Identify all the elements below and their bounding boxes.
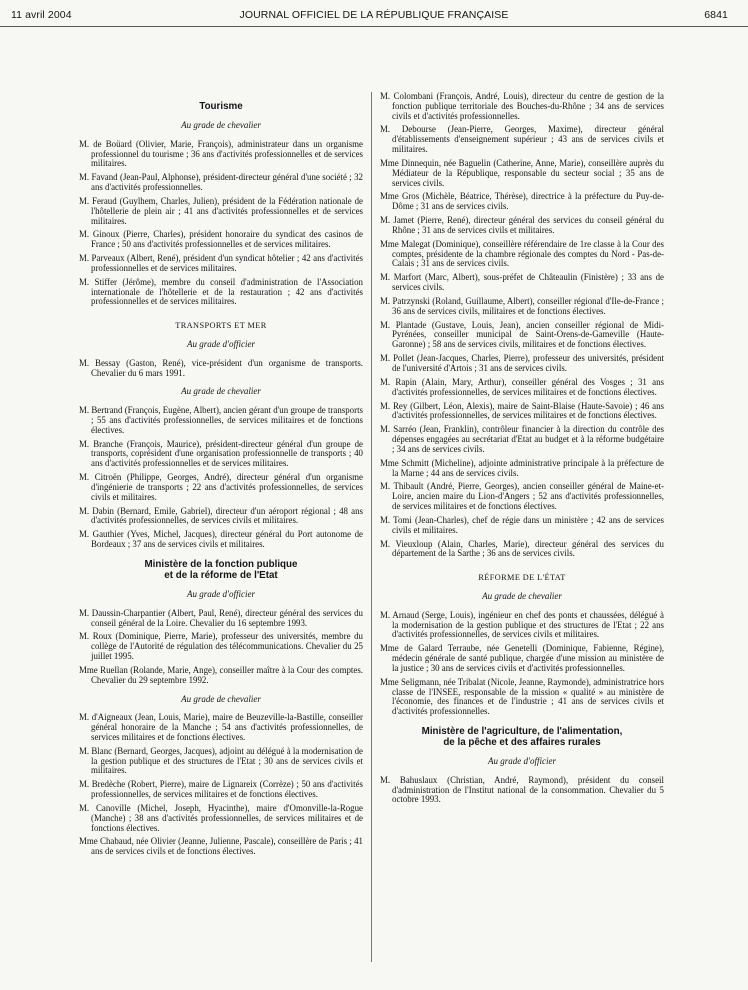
decoration-entry: M. Bessay (Gaston, René), vice-président d'un organisme de transports. Chevalier du 6 mars 1991. [79, 357, 363, 378]
decoration-entry: Mme Ruellan (Rolande, Marie, Ange), conseiller maître à la Cour des comptes. Chevalier du 29 septembre 1992. [79, 664, 363, 685]
ministry-heading: Ministère de l'agriculture, de l'alimentation, de la pêche et des affaires rurales [421, 725, 623, 748]
decoration-entry: M. Colombani (François, André, Louis), directeur du centre de gestion de la fonction publique territoriale des Bouches-du-Rhône ; 34 ans de services civils et d'activités professionnelles. [380, 91, 664, 121]
right-column [380, 92, 664, 809]
grade-heading: Au grade d'officier [187, 339, 255, 350]
section-heading: TRANSPORTS ET MER [175, 321, 267, 331]
ministry-heading: Ministère de la fonction publique et de la réforme de l'Etat [144, 558, 298, 581]
decoration-entry: M. Favand (Jean-Paul, Alphonse), président-directeur général d'une société ; 32 ans d'activités professionnelles. [79, 172, 363, 193]
grade-heading: Au grade d'officier [488, 755, 556, 766]
decoration-entry: M. Rey (Gilbert, Léon, Alexis), maire de Saint-Blaise (Haute-Savoie) ; 46 ans d'activités professionnelles, de services militaires et de fonctions électives. [380, 400, 664, 421]
decoration-entry: M. Bredèche (Robert, Pierre), maire de Lignareix (Corrèze) ; 50 ans d'activités professionnelles, de services militaires et de fonctions électives. [79, 779, 363, 800]
decoration-entry: Mme Schmitt (Micheline), adjointe administrative principale à la préfecture de la Marne ; 44 ans de services civils. [380, 457, 664, 478]
grade-heading: Au grade de chevalier [482, 590, 562, 601]
decoration-entry: M. Tomi (Jean-Charles), chef de régie dans un ministère ; 42 ans de services civils et militaires. [380, 514, 664, 535]
decoration-entry: Mme Dinnequin, née Baguelin (Catherine, Anne, Marie), conseillère auprès du Médiateur de la République, responsable du secteur social ; 35 ans de services civils. [380, 157, 664, 188]
decoration-entry: M. Thibault (André, Pierre, Georges), ancien conseiller général de Maine-et-Loire, ancien maire du Lion-d'Angers ; 52 ans d'activités professionnelles, de services militaires et de fonctions électives. [380, 481, 664, 511]
section-heading: RÉFORME DE L'ÉTAT [478, 573, 566, 583]
decoration-entry: Mme Malegat (Dominique), conseillère référendaire de 1re classe à la Cour des comptes, présidente de la chambre régionale des comptes du Nord - Pas-de-Calais ; 31 ans de services civils. [380, 238, 664, 269]
decoration-entry: M. Stiffer (Jérôme), membre du conseil d'administration de l'Association internationale de l'hôtellerie et de la restauration ; 42 ans d'activités professionnelles et de services militaires. [79, 276, 363, 307]
decoration-entry: M. Daussin-Charpantier (Albert, Paul, René), directeur général des services du conseil général de la Loire. Chevalier du 16 septembre 1993. [79, 607, 363, 628]
decoration-entry: M. Pollet (Jean-Jacques, Charles, Pierre), professeur des universités, président de l'université d'Artois ; 31 ans de services civils. [380, 353, 664, 373]
decoration-entry: M. Feraud (Guylhem, Charles, Julien), président de la Fédération nationale de l'hôtellerie de plein air ; 41 ans d'activités professionnelles et de services militaires. [79, 195, 363, 226]
decoration-entry: M. d'Aigneaux (Jean, Louis, Marie), maire de Beuzeville-la-Bastille, conseiller général honoraire de la Manche ; 54 ans d'activités professionnelles, de services militaires et de fonctions électives. [79, 712, 363, 742]
decoration-entry: M. Parveaux (Albert, René), président d'un syndicat hôtelier ; 42 ans d'activités professionnelles et de services militaires. [79, 253, 363, 273]
grade-heading: Au grade de chevalier [181, 693, 261, 704]
decoration-entry: M. Patrzynski (Roland, Guillaume, Albert), conseiller régional d'Ile-de-France ; 36 ans de services civils, militaires et de fonctions électives. [380, 296, 664, 316]
decoration-entry: M. Arnaud (Serge, Louis), ingénieur en chef des ponts et chaussées, délégué à la modernisation de la gestion publique et des structures de l'Etat ; 22 ans d'activités professionnelles, de services civils et militaires. [380, 609, 664, 640]
decoration-entry: Mme Chabaud, née Olivier (Jeanne, Julienne, Pascale), conseillère de Paris ; 41 ans de services civils et de fonctions électives. [79, 836, 363, 857]
decoration-entry: M. Branche (François, Maurice), président-directeur général d'un groupe de transports, coprésident d'une organisation professionnelle de transports ; 40 ans d'activités professionnelles et de services militaires. [79, 438, 363, 469]
grade-heading: Au grade de chevalier [181, 386, 261, 397]
issue-date: 11 avril 2004 [11, 9, 72, 21]
decoration-entry: Mme Gros (Michèle, Béatrice, Thérèse), directrice à la préfecture du Puy-de-Dôme ; 31 ans de services civils. [380, 191, 664, 212]
journal-title: JOURNAL OFFICIEL DE LA RÉPUBLIQUE FRANÇAISE [239, 9, 509, 21]
decoration-entry: M. Roux (Dominique, Pierre, Marie), professeur des universités, membre du collège de l'Autorité de régulation des télécommunications. Chevalier du 25 juillet 1995. [79, 631, 363, 662]
decoration-entry: M. Bahuslaux (Christian, André, Raymond), président du conseil d'administration de l'Institut national de la consommation. Chevalier du 5 octobre 1993. [380, 774, 664, 805]
decoration-entry: M. Gauthier (Yves, Michel, Jacques), directeur général du Port autonome de Bordeaux ; 37 ans de services civils et militaires. [79, 529, 363, 550]
decoration-entry: M. Ginoux (Pierre, Charles), président honoraire du syndicat des casinos de France ; 50 ans d'activités professionnelles et de services militaires. [79, 229, 363, 250]
decoration-entry: M. Plantade (Gustave, Louis, Jean), ancien conseiller régional de Midi-Pyrénées, conseiller municipal de Saint-Orens-de-Gameville (Haute-Garonne) ; 58 ans de services civils, militaires et de fonctions électives. [380, 319, 664, 350]
page-number: 6841 [704, 9, 728, 21]
left-column [79, 92, 363, 861]
decoration-entry: M. Citroën (Philippe, Georges, André), directeur général d'un organisme d'ingénierie de transports ; 22 ans d'activités professionnelles, de services civils et militaires. [79, 472, 363, 502]
ministry-heading: Tourisme [199, 101, 243, 112]
decoration-entry: M. Sarréo (Jean, Franklin), contrôleur financier à la direction du contrôle des dépenses engagées au secrétariat d'Etat au budget et à la réforme budgétaire ; 34 ans de services civils. [380, 424, 664, 454]
grade-heading: Au grade de chevalier [181, 120, 261, 130]
decoration-entry: M. Canoville (Michel, Joseph, Hyacinthe), maire d'Omonville-la-Rogue (Manche) ; 38 ans d'activités professionnelles, de services militaires et de fonctions électives. [79, 802, 363, 833]
decoration-entry: M. Dabin (Bernard, Emile, Gabriel), directeur d'un aéroport régional ; 48 ans d'activités professionnelles, de services civils et militaires. [79, 505, 363, 526]
decoration-entry: M. Vieuxloup (Alain, Charles, Marie), directeur général des services du département de la Sarthe ; 36 ans de services civils. [380, 538, 664, 559]
decoration-entry: M. Jamet (Pierre, René), directeur général des services du conseil général du Rhône ; 31 ans de services civils et militaires. [380, 215, 664, 235]
grade-heading: Au grade d'officier [187, 588, 255, 599]
decoration-entry: M. de Boüard (Olivier, Marie, François), administrateur dans un organisme professionnel du tourisme ; 36 ans d'activités professionnelles et de services militaires. [79, 138, 363, 169]
column-divider [371, 92, 372, 962]
decoration-entry: M. Rapin (Alain, Mary, Arthur), conseiller général des Vosges ; 31 ans d'activités professionnelles, de services militaires et de fonctions électives. [380, 376, 664, 397]
decoration-entry: Mme Seligmann, née Tribalat (Nicole, Jeanne, Raymonde), administratrice hors classe de l'INSEE, responsable de la mission « qualité » au ministère de l'économie, des finances et de l'industrie ; 41 ans de services civils et d'activités professionnelles. [380, 676, 664, 717]
decoration-entry: Mme de Galard Terraube, née Genetelli (Dominique, Fabienne, Régine), médecin générale de santé publique, chargée d'une mission au ministère de la justice ; 30 ans de services civils et d'activités professionnelles. [380, 643, 664, 673]
decoration-entry: M. Debourse (Jean-Pierre, Georges, Maxime), directeur général d'établissements d'enseignement supérieur ; 43 ans de services civils et militaires. [380, 124, 664, 155]
page-header [0, 4, 748, 27]
decoration-entry: M. Bertrand (François, Eugène, Albert), ancien gérant d'un groupe de transports ; 55 ans d'activités professionnelles, de services militaires et de fonctions électives. [79, 405, 363, 435]
decoration-entry: M. Blanc (Bernard, Georges, Jacques), adjoint au délégué à la modernisation de la gestion publique et des structures de l'Etat ; 30 ans de services civils et militaires. [79, 745, 363, 776]
decoration-entry: M. Marfort (Marc, Albert), sous-préfet de Châteaulin (Finistère) ; 33 ans de services civils. [380, 272, 664, 293]
